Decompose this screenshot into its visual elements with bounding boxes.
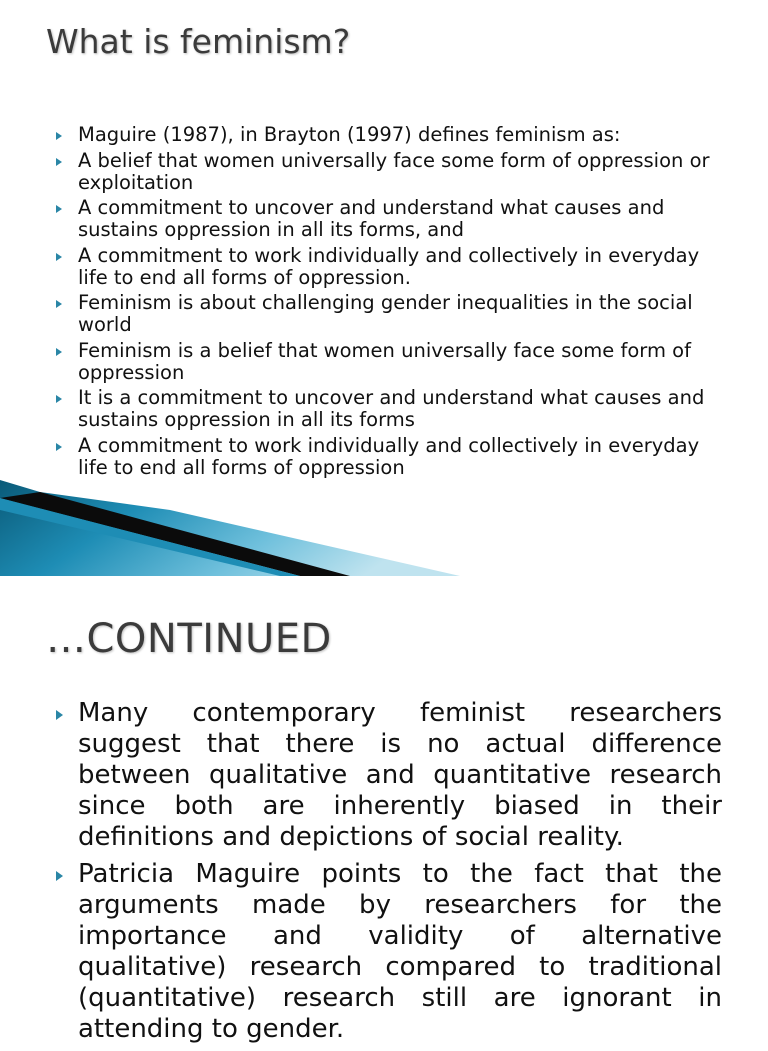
slide-corner-swoosh: [0, 480, 768, 576]
slide-title: What is feminism?: [46, 22, 351, 61]
bullet-item: [54, 124, 734, 146]
bullet-text: Feminism is about challenging gender inequalities in the social world: [78, 291, 693, 336]
bullet-item: [54, 245, 734, 289]
bullet-item: [54, 150, 734, 194]
bullet-text: A commitment to uncover and understand what causes and sustains oppression in all its forms, and: [78, 196, 665, 241]
bullet-item: [54, 698, 722, 853]
bullet-text: Patricia Maguire points to the fact that the arguments made by researchers for the importance and validity of alternative qualitative) research compared to traditional (quantitative) research still are ignorant in attending to gender.: [78, 859, 722, 1044]
triangle-bullet-icon: [56, 132, 62, 140]
bullet-list: [54, 698, 722, 1051]
triangle-bullet-icon: [56, 300, 62, 308]
bullet-text: Feminism is a belief that women universally face some form of oppression: [78, 338, 691, 384]
bullet-text: A belief that women universally face some form of oppression or exploitation: [78, 148, 710, 194]
triangle-bullet-icon: [56, 871, 63, 881]
triangle-bullet-icon: [56, 395, 62, 403]
bullet-item: [54, 859, 722, 1045]
bullet-text: A commitment to work individually and collectively in everyday life to end all forms of oppression.: [78, 243, 700, 289]
bullet-text: Maguire (1987), in Brayton (1997) defines feminism as:: [78, 123, 621, 146]
triangle-bullet-icon: [56, 348, 62, 356]
bullet-text: Many contemporary feminist researchers suggest that there is no actual difference between qualitative and quantitative research since both are inherently biased in their definitions and depictions of social reality.: [78, 698, 722, 852]
triangle-bullet-icon: [56, 443, 62, 451]
bullet-item: [54, 292, 734, 336]
triangle-bullet-icon: [56, 158, 62, 166]
bullet-list: [54, 124, 734, 482]
triangle-bullet-icon: [56, 205, 62, 213]
triangle-bullet-icon: [56, 253, 62, 261]
bullet-item: [54, 197, 734, 241]
bullet-text: A commitment to work individually and collectively in everyday life to end all forms of oppression: [78, 433, 700, 479]
bullet-text: It is a commitment to uncover and understand what causes and sustains oppression in all its forms: [78, 386, 705, 431]
triangle-bullet-icon: [56, 710, 63, 720]
slide-continued: [0, 576, 768, 1044]
bullet-item: [54, 435, 734, 479]
bullet-item: [54, 340, 734, 384]
slide-title: …CONTINUED: [46, 616, 332, 662]
bullet-item: [54, 387, 734, 431]
